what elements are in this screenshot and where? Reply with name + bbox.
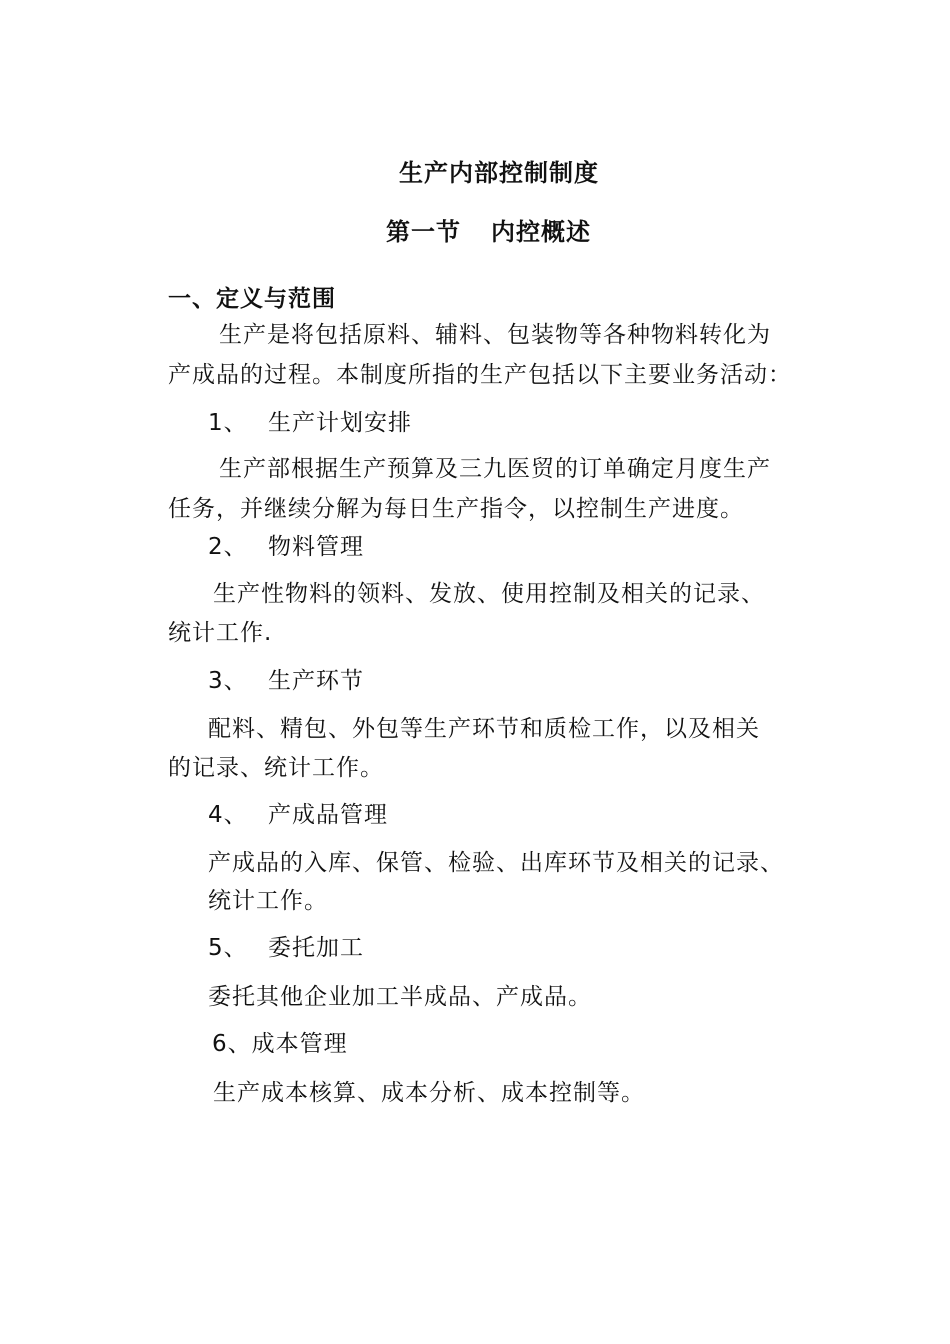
item-3-heading xyxy=(208,666,364,696)
item-6-number: 6、 xyxy=(212,1031,252,1057)
item-2-title: 物料管理 xyxy=(268,534,364,560)
item-6-heading xyxy=(212,1029,348,1059)
item-5-number: 5、 xyxy=(208,935,248,961)
heading-definition-scope: 一、定义与范围 xyxy=(168,286,336,312)
item-1-line-2: 任务，并继续分解为每日生产指令，以控制生产进度。 xyxy=(168,496,744,522)
item-2-line-1: 生产性物料的领料、发放、使用控制及相关的记录、 xyxy=(213,581,765,607)
item-4-title: 产成品管理 xyxy=(268,802,388,828)
section-name: 内控概述 xyxy=(491,218,591,246)
item-2-number: 2、 xyxy=(208,534,248,560)
item-1-line-1: 生产部根据生产预算及三九医贸的订单确定月度生产 xyxy=(219,456,771,482)
item-1-number: 1、 xyxy=(208,410,248,436)
item-5-line-1: 委托其他企业加工半成品、产成品。 xyxy=(208,984,592,1010)
item-4-number: 4、 xyxy=(208,802,248,828)
item-4-line-1: 产成品的入库、保管、检验、出库环节及相关的记录、 xyxy=(208,850,784,876)
intro-line-1: 生产是将包括原料、辅料、包装物等各种物料转化为 xyxy=(219,322,771,348)
section-number: 第一节 xyxy=(386,218,461,246)
item-6-line-1: 生产成本核算、成本分析、成本控制等。 xyxy=(213,1080,645,1106)
item-1-heading xyxy=(208,408,412,438)
item-6-title: 成本管理 xyxy=(251,1031,348,1057)
item-5-title: 委托加工 xyxy=(268,935,364,961)
item-2-heading xyxy=(208,532,364,562)
item-3-line-2: 的记录、统计工作。 xyxy=(168,755,384,781)
item-4-heading xyxy=(208,800,388,830)
section-title xyxy=(386,217,591,247)
item-3-number: 3、 xyxy=(208,668,248,694)
item-1-title: 生产计划安排 xyxy=(268,410,412,436)
item-4-line-2: 统计工作。 xyxy=(208,888,328,914)
item-5-heading xyxy=(208,933,364,963)
item-3-line-1: 配料、精包、外包等生产环节和质检工作，以及相关 xyxy=(208,716,760,742)
page-title: 生产内部控制制度 xyxy=(399,159,599,187)
intro-line-2: 产成品的过程。本制度所指的生产包括以下主要业务活动： xyxy=(168,362,792,388)
item-3-title: 生产环节 xyxy=(268,668,364,694)
item-2-line-2: 统计工作. xyxy=(168,620,273,646)
